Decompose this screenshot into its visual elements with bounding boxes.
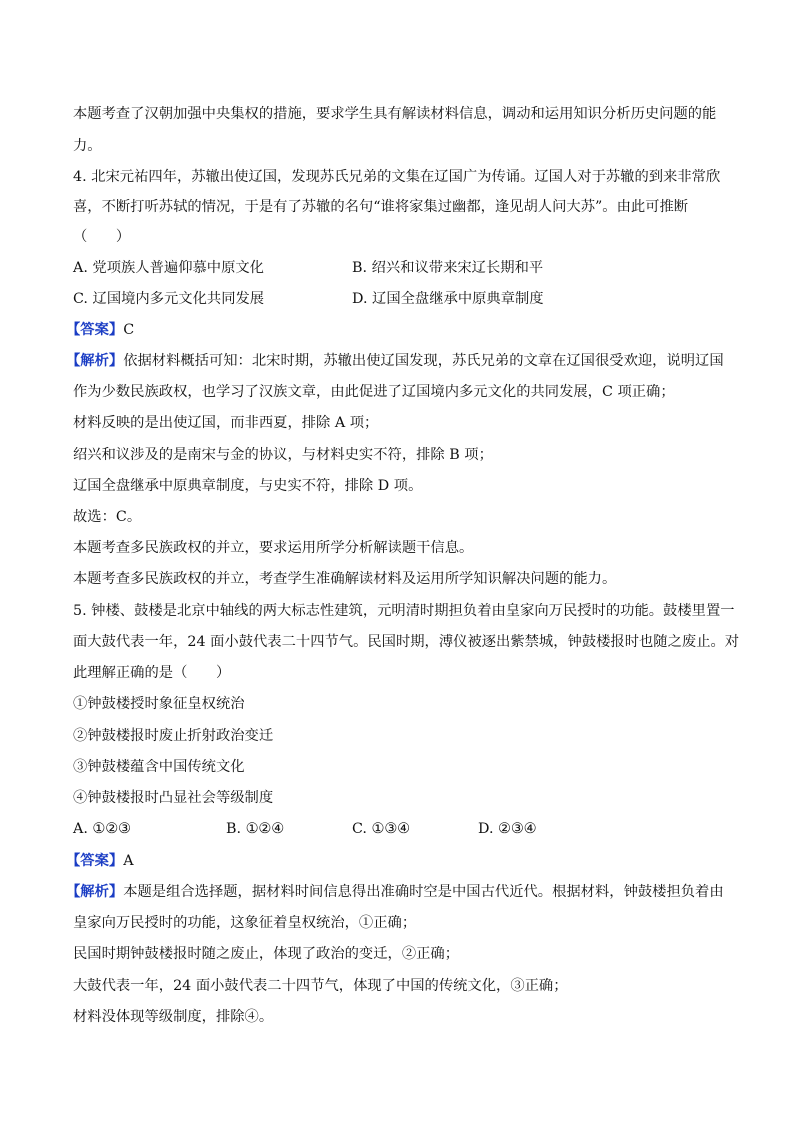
q5-option-d: D. ②③④ bbox=[478, 821, 537, 837]
q5-stem-line-3: 此理解正确的是（ ） bbox=[73, 665, 231, 681]
answer-tag: 【答案】 bbox=[66, 853, 124, 869]
analysis-text: 依据材料概括可知：北宋时期，苏辙出使辽国发现，苏氏兄弟的文章在辽国很受欢迎，说明辽国 bbox=[123, 353, 724, 369]
answer-value: C bbox=[123, 322, 135, 338]
q5-analysis-line-2: 皇家向万民授时的功能，这象征着皇权统治，①正确； bbox=[73, 915, 417, 931]
q4-option-d: D. 辽国全盘继承中原典章制度 bbox=[352, 291, 544, 307]
answer-tag: 【答案】 bbox=[66, 322, 124, 338]
q4-summary-1: 本题考查多民族政权的并立，要求运用所学分析解读题干信息。 bbox=[73, 540, 474, 556]
q5-option-a: A. ①②③ bbox=[73, 821, 131, 837]
q4-analysis-line-4: 绍兴和议涉及的是南宋与金的协议，与材料史实不符，排除 B 项； bbox=[73, 447, 493, 463]
q5-item-3: ③钟鼓楼蕴含中国传统文化 bbox=[73, 759, 245, 775]
q4-stem-line-2: 喜，不断打听苏轼的情况，于是有了苏辙的名句“谁将家集过幽都，逢见胡人问大苏”。由此可推断 bbox=[73, 199, 689, 215]
analysis-tag: 【解析】 bbox=[66, 353, 124, 369]
analysis-tag: 【解析】 bbox=[66, 884, 124, 900]
q3-summary-line-2: 力。 bbox=[73, 138, 102, 154]
q5-stem-line-1: 5. 钟楼、鼓楼是北京中轴线的两大标志性建筑，元明清时期担负着由皇家向万民授时的功能。鼓楼里置一 bbox=[73, 603, 735, 619]
q4-analysis-line-3: 材料反映的是出使辽国，而非西夏，排除 A 项； bbox=[73, 415, 379, 431]
q5-option-c: C. ①③④ bbox=[352, 821, 410, 837]
q4-stem-line-1: 4. 北宋元祐四年，苏辙出使辽国，发现苏氏兄弟的文集在辽国广为传诵。辽国人对于苏辙的到来非常欣 bbox=[73, 169, 721, 185]
q5-analysis-line-3: 民国时期钟鼓楼报时随之废止，体现了政治的变迁，②正确； bbox=[73, 946, 460, 962]
q5-item-1: ①钟鼓楼授时象征皇权统治 bbox=[73, 696, 245, 712]
q4-analysis-line-2: 作为少数民族政权，也学习了汉族文章，由此促进了辽国境内多元文化的共同发展，C 项正确； bbox=[73, 384, 675, 400]
q4-option-b: B. 绍兴和议带来宋辽长期和平 bbox=[352, 260, 544, 276]
q4-answer bbox=[66, 320, 134, 340]
q4-option-c: C. 辽国境内多元文化共同发展 bbox=[73, 291, 265, 307]
q4-analysis-line-5: 辽国全盘继承中原典章制度，与史实不符，排除 D 项。 bbox=[73, 478, 423, 494]
analysis-text: 本题是组合选择题，据材料时间信息得出准确时空是中国古代近代。根据材料，钟鼓楼担负着由 bbox=[123, 884, 724, 900]
q5-analysis-line-5: 材料没体现等级制度，排除④。 bbox=[73, 1009, 274, 1025]
q4-analysis-line-1 bbox=[66, 351, 724, 371]
q5-analysis-line-4: 大鼓代表一年，24 面小鼓代表二十四节气，体现了中国的传统文化，③正确； bbox=[73, 978, 568, 994]
q4-summary-2: 本题考查多民族政权的并立，考查学生准确解读材料及运用所学知识解决问题的能力。 bbox=[73, 571, 617, 587]
answer-value: A bbox=[123, 853, 134, 869]
q3-summary-line-1: 本题考查了汉朝加强中央集权的措施，要求学生具有解读材料信息，调动和运用知识分析历史问题的能 bbox=[73, 106, 717, 122]
q4-choose: 故选：C。 bbox=[73, 509, 142, 525]
q5-analysis-line-1 bbox=[66, 882, 724, 902]
q5-item-4: ④钟鼓楼报时凸显社会等级制度 bbox=[73, 790, 274, 806]
q4-option-a: A. 党项族人普遍仰慕中原文化 bbox=[73, 260, 264, 276]
q4-stem-line-3: （ ） bbox=[73, 229, 131, 245]
q5-item-2: ②钟鼓楼报时废止折射政治变迁 bbox=[73, 728, 274, 744]
q5-answer bbox=[66, 851, 134, 871]
q5-stem-line-2: 面大鼓代表一年，24 面小鼓代表二十四节气。民国时期，溥仪被逐出紫禁城，钟鼓楼报时也随之废止。对 bbox=[73, 634, 740, 650]
q5-option-b: B. ①②④ bbox=[226, 821, 285, 837]
